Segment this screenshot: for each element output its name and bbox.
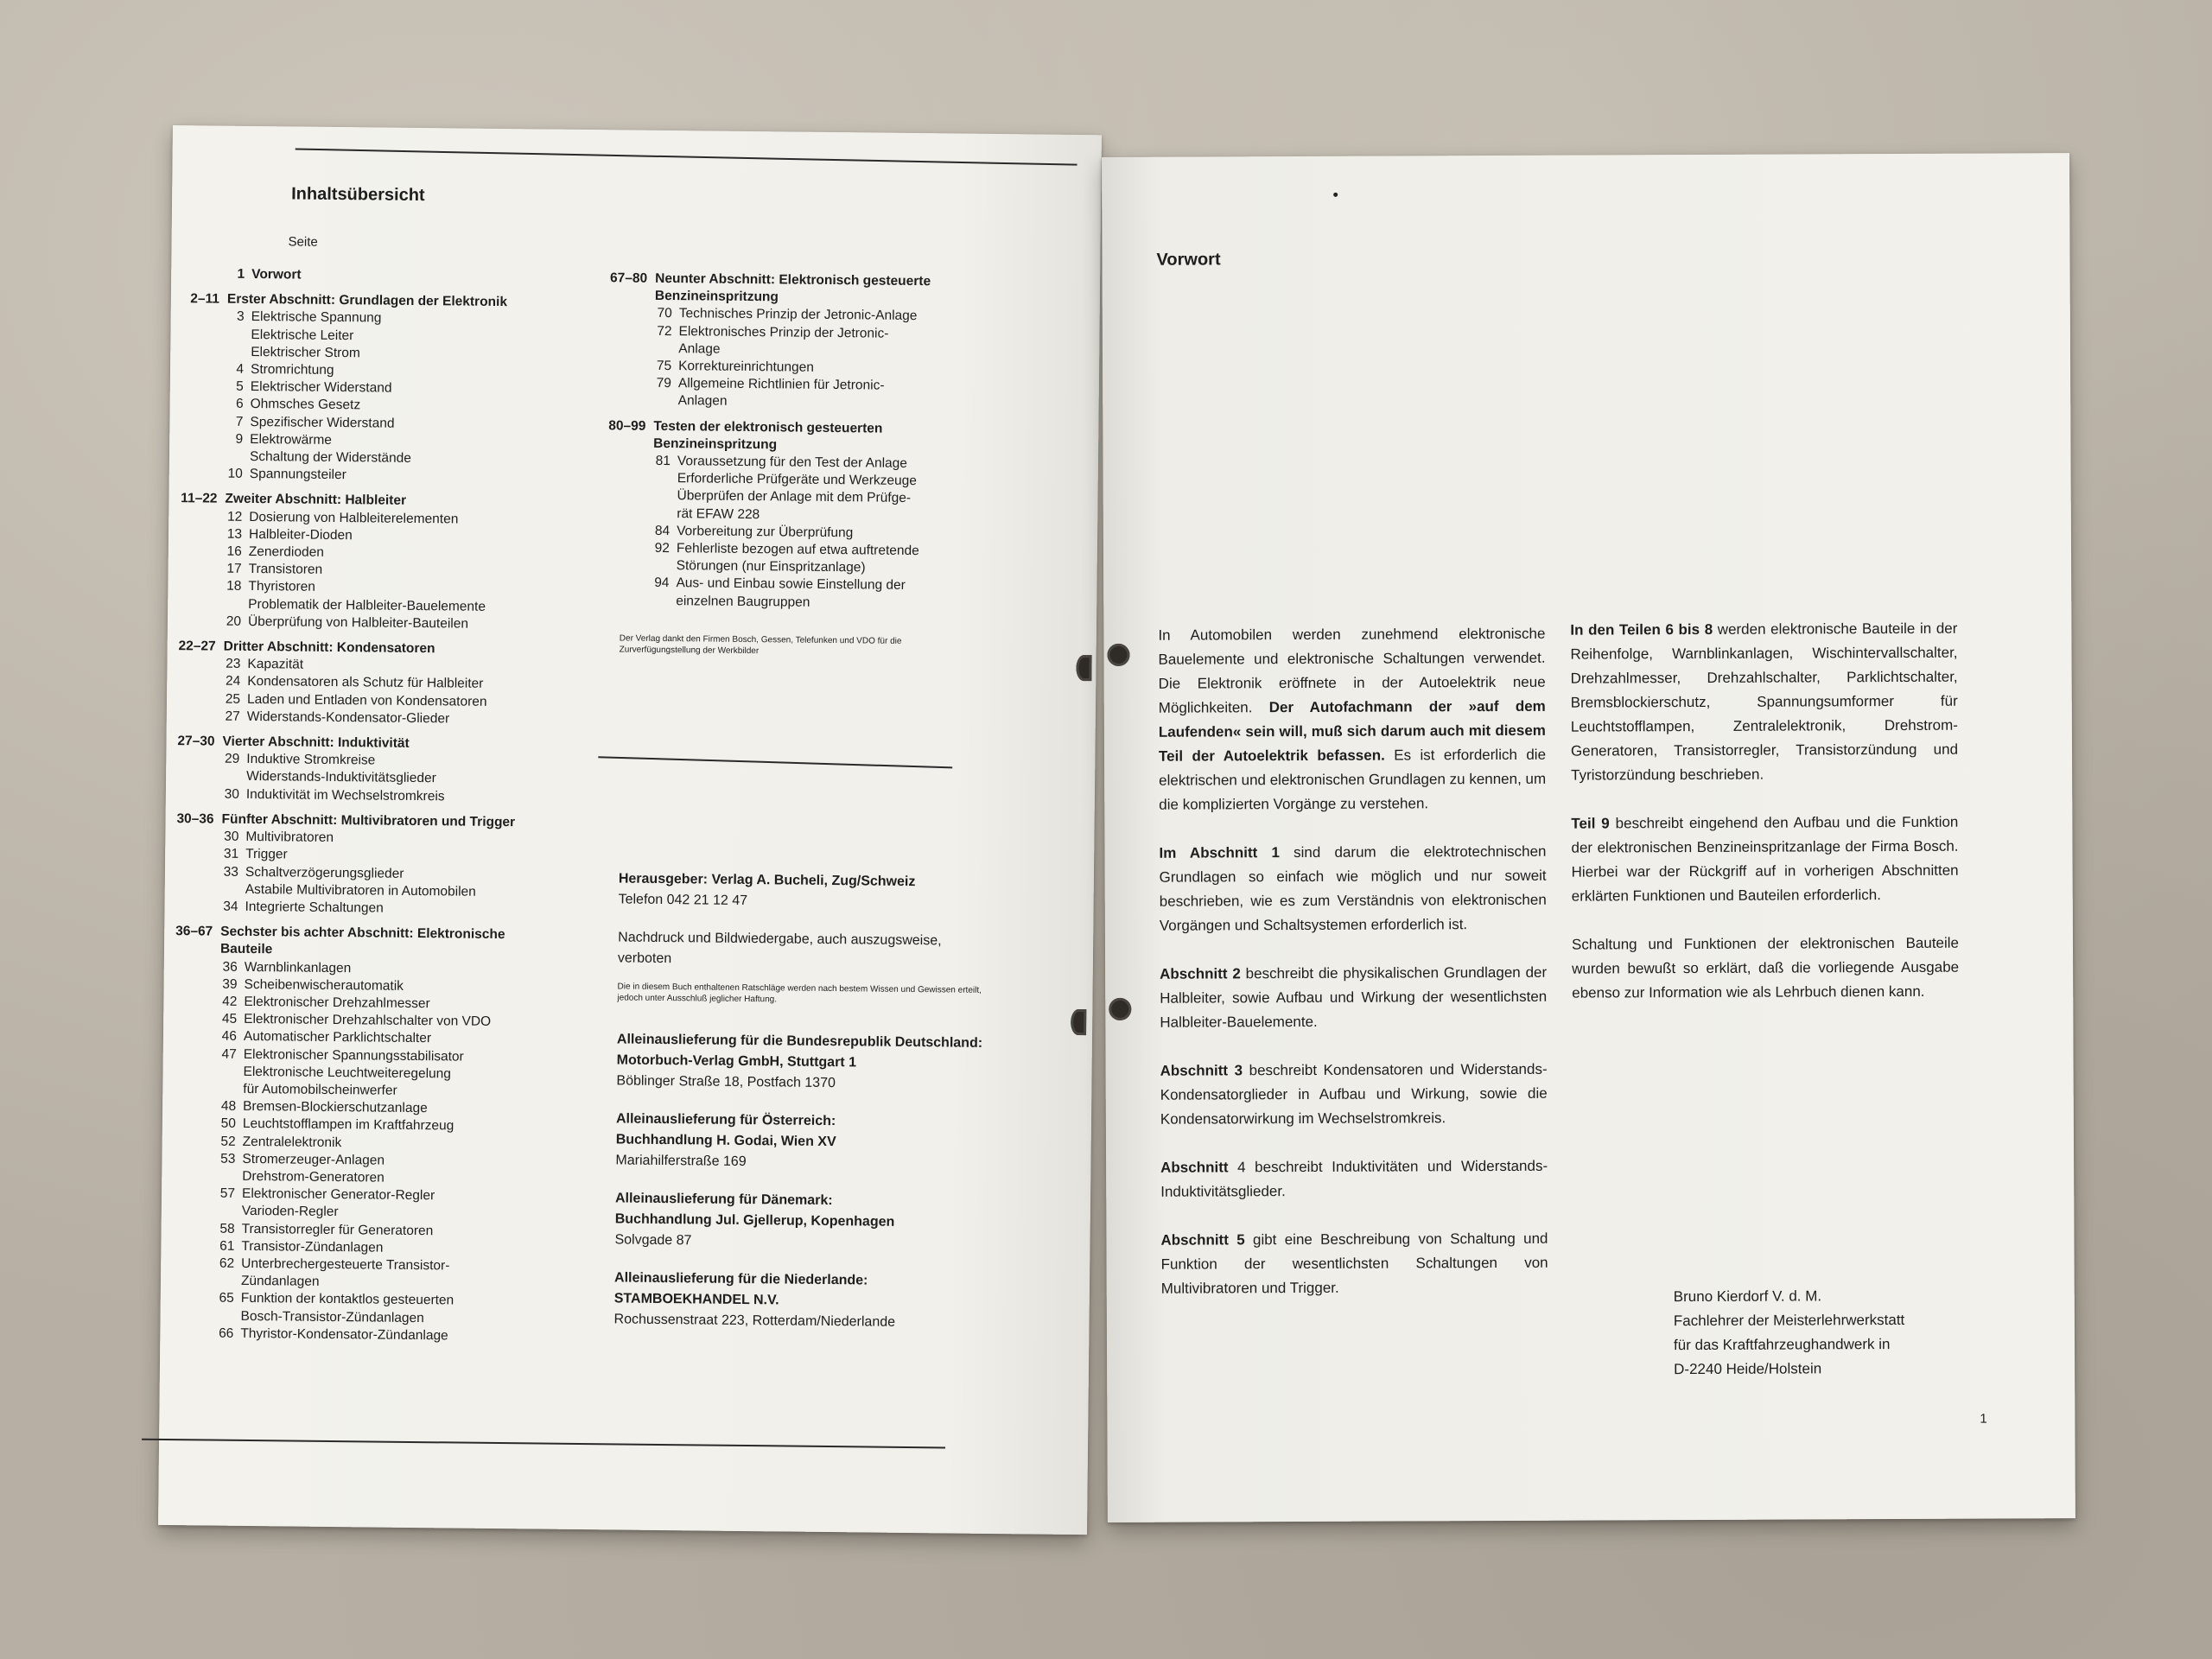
publisher-name: Herausgeber: Verlag A. Bucheli, Zug/Schweiz: [618, 871, 916, 890]
toc-entry-page: 13: [226, 526, 243, 542]
toc-section-body: [220, 811, 554, 919]
distributor-heading: Alleinauslieferung für die Bundesrepublik Deutschland:: [616, 1032, 983, 1051]
toc-page-range: 30–36: [176, 810, 214, 827]
toc-entry: [220, 899, 553, 919]
toc-section-body: [223, 639, 556, 729]
signature-block: [1674, 1284, 1905, 1382]
toc-entry-text: Trigger: [245, 847, 288, 862]
toc-entry-page: 10: [227, 466, 243, 482]
toc-entry-page: 75: [656, 358, 672, 374]
toc-section: [598, 270, 945, 413]
toc-section: [164, 810, 554, 919]
toc-entry-page: 81: [655, 453, 671, 469]
toc-entry-page: 16: [226, 543, 242, 559]
toc-page-range: 27–30: [177, 734, 215, 749]
toc-entry: [652, 575, 941, 613]
toc-entry: [226, 430, 558, 468]
toc-entry-text: Stromrichtung: [250, 361, 334, 378]
vorwort-title: Vorwort: [1156, 250, 1221, 270]
toc-entry-text: Aus- und Einbau sowie Einstellung der einzelnen Baugruppen: [676, 575, 906, 610]
toc-entry-page: 24: [225, 674, 241, 690]
toc-section-body: [224, 491, 558, 634]
publisher-phone: Telefon 042 21 12 47: [618, 892, 748, 909]
middle-rule: [598, 756, 952, 768]
distributor-block: [616, 1029, 988, 1095]
toc-entry-text: Laden und Entladen von Kondensatoren: [246, 691, 487, 709]
toc-entry-text: Transistoren: [248, 562, 323, 578]
toc-page-range: 11–22: [181, 491, 218, 506]
abschnitt-5-text: gibt eine Beschreibung von Schaltung und Funktion der wesentlichsten Schaltungen von Multivibratoren und Trigger.: [1160, 1230, 1548, 1297]
distributor-heading: Alleinauslieferung für Österreich:: [615, 1111, 836, 1129]
toc-entry-page: 29: [224, 751, 240, 767]
intro-text: In Automobilen werden zunehmend elektronische Bauelemente und elektronische Schaltungen verwendet.: [1158, 625, 1546, 668]
paragraph-teile-6-8: [1570, 617, 1958, 788]
toc-section-body: [227, 266, 560, 287]
toc-entry-text: Warnblinkanlagen: [244, 959, 352, 976]
distributor-address: Solvgade 87: [614, 1232, 692, 1249]
toc-page-range: 22–27: [178, 639, 216, 654]
toc-section-heading: Fünfter Abschnitt: Multivibratoren und Trigger: [221, 811, 516, 830]
distributor-name: Buchhandlung H. Godai, Wien XV: [615, 1132, 836, 1150]
toc-section: [595, 417, 943, 613]
toc-entry-text: Elektronischer Spannungsstabilisator Elektronische Leuchtweiteregelung für Automobilscheinwerfer: [243, 1046, 464, 1098]
toc-entry-text: Induktivität im Wechselstromkreis: [245, 786, 445, 804]
toc-section: [169, 290, 560, 486]
distributor-address: Böblinger Straße 18, Postfach 1370: [616, 1073, 836, 1091]
toc-section-heading: Sechster bis achter Abschnitt: Elektronische Bauteile: [219, 924, 505, 957]
paragraph-abschnitt-5: [1160, 1227, 1548, 1301]
toc-page-range: 36–67: [175, 924, 213, 939]
toc-entry-page: 1: [237, 266, 245, 282]
binding-hole-top-right: [1107, 644, 1129, 666]
toc-section-body: [654, 270, 945, 413]
toc-entry-text: Thyristor-Kondensator-Zündanlage: [240, 1325, 448, 1344]
toc-entry: [218, 1185, 550, 1224]
teil-9-text: beschreibt eingehend den Aufbau und die Funktion der elektronischen Benzineinspritzanlage der Firma Bosch. Hierbei war der Rückgriff auf in vorherigen Abschnitten erklärten Funktionen und Bauteilen erforderlich.: [1571, 813, 1959, 905]
toc-entry-page: 6: [235, 397, 244, 412]
intro-text-3: Es ist erforderlich die elektrischen und elektronischen Grundlagen zu kennen, um die komplizierten Vorgänge zu verstehen.: [1159, 746, 1547, 813]
toc-section-heading: Zweiter Abschnitt: Halbleiter: [225, 492, 407, 509]
toc-section: [171, 265, 560, 287]
toc-entry-page: 65: [219, 1291, 234, 1306]
toc-entry-page: 57: [219, 1185, 236, 1201]
distributors-list: [613, 1029, 988, 1333]
toc-entry-page: 34: [223, 899, 238, 914]
abschnitt-3-label: Abschnitt 3: [1160, 1062, 1243, 1079]
toc-entry: [219, 1046, 552, 1102]
toc-entry: [224, 613, 556, 634]
publisher-block: [619, 868, 990, 914]
toc-entry-text: Technisches Prinzip der Jetronic-Anlage: [678, 306, 918, 324]
toc-entry-text: Elektronischer Drehzahlmesser: [244, 994, 430, 1012]
toc-entry: [652, 540, 942, 578]
toc-page-range: 67–80: [609, 270, 648, 286]
toc-entry-page: 92: [654, 540, 670, 556]
toc-entry-page: 46: [221, 1028, 238, 1045]
toc-entry: [217, 1255, 550, 1294]
toc-entry-page: 84: [654, 523, 671, 538]
toc-entry: [221, 863, 554, 901]
toc-section-heading: Dritter Abschnitt: Kondensatoren: [223, 639, 435, 657]
toc-entry-text: Widerstands-Kondensator-Glieder: [246, 709, 450, 727]
toc-entry: [652, 453, 943, 525]
toc-entry-text: Unterbrechergesteuerte Transistor- Zündanlagen: [240, 1255, 450, 1290]
toc-entry: [222, 785, 555, 806]
toc-entry-text: Transistorregler für Generatoren: [241, 1221, 434, 1238]
toc-entry-text: Multivibratoren: [245, 830, 334, 846]
disclaimer: Die in diesem Buch enthaltenen Ratschläge werden nach bestem Wissen und Gewissen erteilt, jedoch unter Ausschluß jeglicher Haftung.: [617, 982, 982, 1005]
toc-entry-page: 70: [657, 306, 672, 321]
right-page: [1102, 153, 2075, 1522]
toc-entry-text: Spezifischer Widerstand: [250, 414, 395, 431]
toc-column-2: [595, 270, 944, 613]
toc-entry-text: Ohmsches Gesetz: [250, 397, 361, 413]
paragraph-intro: [1158, 622, 1546, 817]
toc-entry-text: Elektronisches Prinzip der Jetronic- Anlage: [678, 323, 889, 357]
toc-entry-text: Elektrowärme Schaltung der Widerstände: [249, 431, 412, 466]
toc-page-range: 2–11: [190, 291, 219, 307]
toc-entry-text: Thyristoren Problematik der Halbleiter-Bauelemente: [248, 579, 486, 614]
toc-entry-text: Elektrischer Widerstand: [250, 379, 392, 396]
toc-entry-text: Überprüfung von Halbleiter-Bauteilen: [247, 613, 469, 632]
distributor-name: STAMBOEKHANDEL N.V.: [613, 1291, 779, 1308]
toc-section-heading: Erster Abschnitt: Grundlagen der Elektronik: [226, 291, 508, 310]
toc-entry-text: Funktion der kontaktlos gesteuerten Bosch-Transistor-Zündanlagen: [240, 1291, 454, 1325]
toc-entry-page: 58: [219, 1221, 235, 1236]
foreword-column-1: [1158, 622, 1548, 1325]
toc-entry-page: 25: [225, 691, 241, 707]
toc-entry: [227, 266, 560, 287]
toc-entry-text: Voraussetzung für den Test der Anlage Erforderliche Prüfgeräte und Werkzeuge Überprüfen der Anlage mit dem Prüfge- rät EFAW 228: [677, 454, 917, 522]
toc-entry-text: Bremsen-Blockierschutzanlage: [243, 1099, 428, 1116]
toc-entry-page: 62: [219, 1255, 235, 1271]
toc-entry-text: Elektronischer Generator-Regler Varioden-Regler: [241, 1186, 435, 1220]
toc-entry-text: Elektronischer Drehzahlschalter von VDO: [244, 1012, 492, 1030]
credit-note: Der Verlag dankt den Firmen Bosch, Gessen, Telefunken und VDO für die Zurverfügungstellung der Werkbilder: [619, 633, 902, 657]
top-rule: [296, 148, 1077, 165]
toc-entry-page: 47: [221, 1046, 237, 1062]
toc-entry-text: Stromerzeuger-Anlagen Drehstrom-Generatoren: [242, 1151, 385, 1185]
toc-entry-page: 50: [220, 1116, 236, 1132]
toc-entry-text: Schaltverzögerungsglieder Astabile Multivibratoren in Automobilen: [245, 864, 476, 899]
publisher-info: [613, 868, 990, 1351]
toc-section-body: [222, 734, 556, 807]
binding-hole-top: [1076, 655, 1091, 681]
toc-entry-page: 12: [226, 509, 243, 524]
abschnitt-1-label: Im Abschnitt 1: [1159, 844, 1280, 861]
toc-entry-page: 79: [656, 376, 671, 391]
toc-entry-text: Kapazität: [247, 657, 304, 672]
toc-section-heading: Vierter Abschnitt: Induktivität: [222, 734, 410, 751]
toc-column-1: [160, 265, 560, 1346]
distributor-heading: Alleinauslieferung für Dänemark:: [614, 1191, 833, 1209]
toc-entry-text: Leuchtstofflampen im Kraftfahrzeug: [242, 1116, 454, 1134]
paragraph-abschnitt-2: [1160, 961, 1547, 1035]
toc-entry-page: 30: [224, 786, 239, 802]
toc-section: [160, 923, 553, 1346]
distributor-address: Mariahilferstraße 169: [615, 1153, 747, 1170]
toc-section: [166, 733, 556, 807]
toc-entry-page: 30: [224, 829, 239, 844]
toc-section-body: [216, 924, 553, 1346]
toc-entry-page: 9: [235, 431, 244, 447]
toc-entry: [216, 1290, 549, 1328]
abschnitt-2-label: Abschnitt 2: [1160, 965, 1241, 982]
toc-entry-text: Vorwort: [251, 266, 302, 283]
toc-entry: [226, 308, 560, 365]
toc-entry-page: 61: [219, 1238, 235, 1254]
distributor-heading: Alleinauslieferung für die Niederlande:: [613, 1270, 868, 1288]
author-title: Fachlehrer der Meisterlehrwerkstatt: [1673, 1311, 1905, 1330]
abschnitt-4-text: 4 beschreibt Induktivitäten und Widerstands-Induktivitätsglieder.: [1160, 1157, 1548, 1200]
paragraph-teil-9: [1571, 810, 1958, 909]
seite-label: Seite: [288, 234, 318, 250]
toc-entry-page: 20: [226, 613, 242, 629]
toc-entry-page: 5: [236, 379, 244, 395]
toc-entry: [654, 375, 944, 413]
toc-entry: [654, 322, 944, 360]
toc-entry-page: 94: [654, 575, 670, 591]
distributor-address: Rochussenstraat 223, Rotterdam/Niederlande: [613, 1312, 896, 1330]
toc-entry-page: 48: [220, 1098, 237, 1114]
paragraph-abschnitt-1: [1159, 840, 1546, 938]
foreword-column-2: [1570, 617, 1959, 1030]
toc-entry-text: Scheibenwischerautomatik: [244, 976, 404, 994]
teile-text: werden elektronische Bauteile in der Reihenfolge, Warnblinkanlagen, Wischintervallschalter, Drehzahlmesser, Drehzahlschalter, Parklichtschalter, Bremsblockierschutz, Spannungsumformer für Leuchtstofflampen, Zentralelektronik, Drehstrom-Generatoren, Transistorregler, Transistorzündung und Tyristorzündung beschrieben.: [1570, 620, 1959, 784]
toc-page-range: [171, 265, 227, 283]
toc-entry-page: 45: [221, 1011, 238, 1027]
toc-entry-page: 27: [225, 709, 240, 724]
toc-entry-text: Induktive Stromkreise Widerstands-Induktivitätsglieder: [246, 752, 436, 786]
toc-entry-text: Dosierung von Halbleiterelementen: [249, 509, 459, 527]
print-dot: [1333, 193, 1338, 197]
intro-bold: Der Autofachmann der »auf dem Laufenden« sein will, muß sich darum auch mit diesem Teil der Autoelektrik befassen.: [1158, 697, 1546, 765]
toc-entry-page: 23: [226, 656, 241, 672]
toc-entry-text: Allgemeine Richtlinien für Jetronic- Anlagen: [677, 376, 885, 410]
abschnitt-4-label: Abschnitt: [1160, 1159, 1229, 1176]
toc-section-body: [652, 417, 943, 613]
paragraph-abschnitt-3: [1160, 1058, 1548, 1132]
toc-entry: [222, 751, 555, 789]
toc-entry-page: 18: [226, 579, 242, 594]
intro-text-2: Die Elektronik eröffnete in der Autoelektrik neue Möglichkeiten.: [1158, 673, 1546, 716]
toc-entry-page: 7: [235, 414, 244, 429]
toc-section: [168, 490, 558, 633]
toc-entry: [218, 1150, 550, 1188]
author-location: D-2240 Heide/Holstein: [1674, 1360, 1822, 1378]
paragraph-closing: Schaltung und Funktionen der elektronischen Bauteile wurden bewußt so erklärt, daß die vorliegende Ausgabe ebenso zur Information wie als Lehrbuch dienen kann.: [1571, 934, 1960, 1001]
toc-entry: [223, 709, 556, 729]
toc-entry-page: 3: [236, 309, 245, 325]
author-name: Bruno Kierdorf V. d. M.: [1673, 1287, 1822, 1306]
toc-entry: [226, 466, 558, 486]
toc-entry: [216, 1325, 549, 1345]
toc-entry-text: Zentralelektronik: [242, 1134, 342, 1150]
distributor-name: Motorbuch-Verlag GmbH, Stuttgart 1: [616, 1052, 857, 1071]
toc-entry-page: 33: [223, 864, 239, 880]
binding-hole-bottom-right: [1109, 998, 1131, 1020]
distributor-block: [614, 1188, 987, 1254]
toc-entry-text: Kondensatoren als Schutz für Halbleiter: [247, 674, 484, 692]
toc-entry-text: Automatischer Parklichtschalter: [243, 1029, 432, 1046]
toc-entry: [224, 578, 556, 616]
toc-entry-text: Spannungsteiler: [249, 467, 346, 483]
toc-title: Inhaltsübersicht: [291, 184, 425, 206]
paragraph-abschnitt-4: [1160, 1154, 1548, 1205]
binding-hole-bottom: [1071, 1009, 1086, 1035]
abschnitt-5-label: Abschnitt 5: [1160, 1231, 1245, 1249]
abschnitt-1-text: sind darum die elektrotechnischen Grundlagen so einfach wie möglich und nur soweit beschrieben, wie es zum Verständnis von elektronischen Vorgängen und Schaltsystemen erforderlich ist.: [1159, 842, 1547, 934]
toc-entry-text: Zenerdioden: [248, 543, 324, 560]
teile-label: In den Teilen 6 bis 8: [1570, 620, 1713, 639]
toc-section: [167, 638, 556, 729]
toc-entry-page: 72: [657, 323, 672, 339]
toc-page-range: 80–99: [608, 417, 646, 434]
toc-section-heading: Neunter Abschnitt: Elektronisch gesteuerte Benzineinspritzung: [654, 270, 931, 305]
abschnitt-3-text: beschreibt Kondensatoren und Widerstands-Kondensatorglieder in Aufbau und Wirkung, sowie die Kondensatorwirkung im Wechselstromkreis.: [1160, 1060, 1548, 1128]
toc-entry-page: 66: [219, 1325, 234, 1341]
page-number: 1: [1980, 1411, 1987, 1427]
toc-entry-page: 42: [222, 994, 238, 1009]
distributor-block: [615, 1109, 988, 1174]
toc-entry-page: 17: [226, 561, 242, 577]
reprint-notice: Nachdruck und Bildwiedergabe, auch auszugsweise, verboten: [617, 930, 942, 967]
toc-entry-page: 39: [222, 976, 238, 992]
toc-entry-page: 36: [222, 959, 238, 975]
author-institution: für das Kraftfahrzeughandwerk in: [1673, 1336, 1891, 1354]
distributor-block: [613, 1268, 986, 1333]
toc-entry-page: 4: [236, 361, 245, 377]
left-page: [158, 125, 1102, 1535]
distributor-name: Buchhandlung Jul. Gjellerup, Kopenhagen: [614, 1211, 895, 1230]
toc-entry-page: 52: [220, 1134, 236, 1149]
bottom-rule: [142, 1439, 945, 1449]
toc-section-body: [226, 291, 560, 486]
toc-entry-text: Integrierte Schaltungen: [245, 899, 384, 916]
toc-entry-page: 31: [223, 846, 239, 862]
abschnitt-2-text: beschreibt die physikalischen Grundlagen der Halbleiter, sowie Aufbau und Wirkung der wesentlichsten Halbleiter-Bauelemente.: [1160, 963, 1548, 1031]
toc-entry-text: Fehlerliste bezogen auf etwa auftretende Störungen (nur Einspritzanlage): [676, 541, 919, 575]
toc-entry-text: Elektrische Spannung Elektrische Leiter Elektrischer Strom: [251, 309, 382, 361]
toc-entry-text: Transistor-Zündanlagen: [241, 1238, 384, 1255]
toc-entry-page: 53: [220, 1151, 236, 1166]
toc-entry-text: Vorbereitung zur Überprüfung: [677, 523, 854, 541]
teil-9-label: Teil 9: [1571, 815, 1610, 832]
toc-section-heading: Testen der elektronisch gesteuerten Benzineinspritzung: [653, 418, 883, 453]
toc-entry-text: Korrektureinrichtungen: [678, 359, 815, 375]
toc-entry-text: Halbleiter-Dioden: [248, 526, 353, 543]
